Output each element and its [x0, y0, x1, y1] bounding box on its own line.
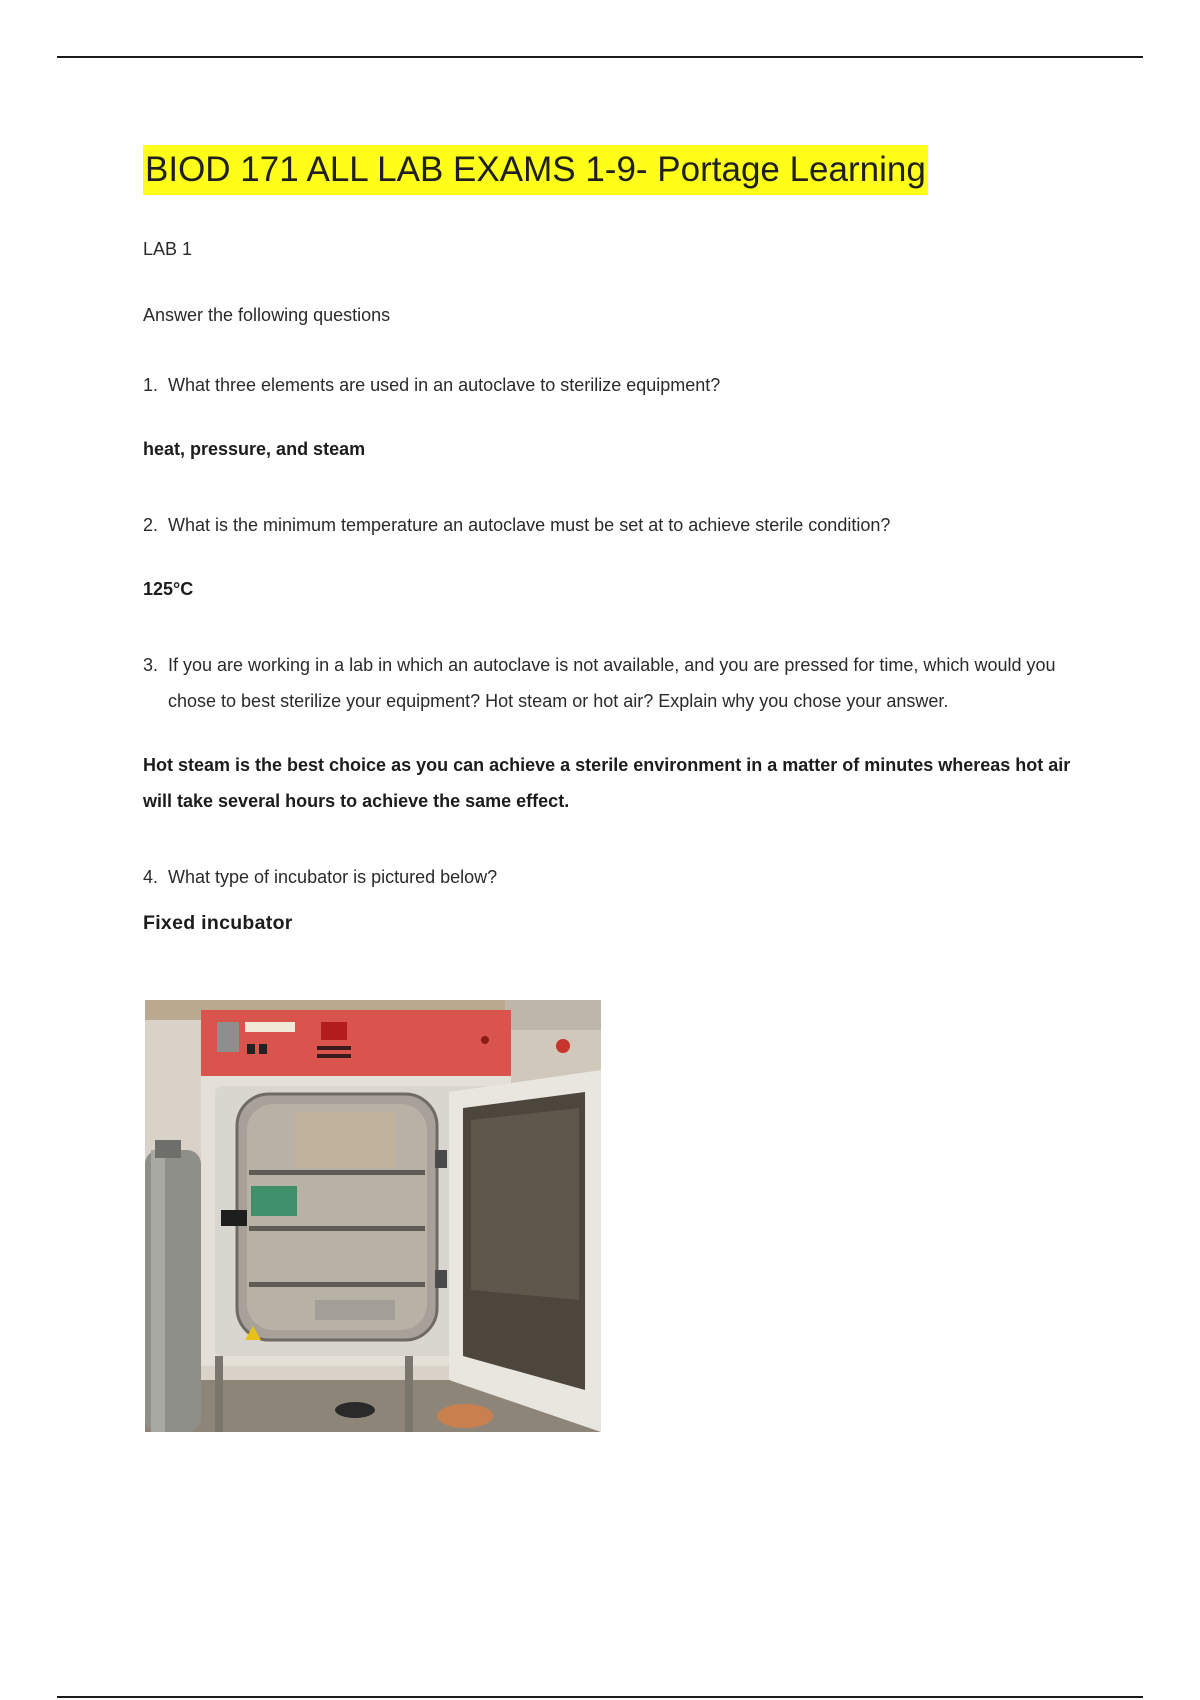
answer-1: heat, pressure, and steam: [143, 439, 366, 459]
question-text: If you are working in a lab in which an autoclave is not available, and you are pressed for time, which would you chose to best sterilize your equipment? Hot steam or hot air? Explain why you chose your answer.: [168, 655, 1056, 711]
instructions-text: Answer the following questions: [143, 305, 391, 325]
question-text: What three elements are used in an autoclave to sterilize equipment?: [168, 375, 721, 395]
question-number: 2.: [143, 515, 159, 535]
incubator-photo: [145, 1000, 601, 1432]
question-3: [143, 647, 1083, 719]
document-body: [143, 145, 1083, 941]
question-number: 1.: [143, 375, 159, 395]
answer-2: 125°C: [143, 579, 194, 599]
question-number: 4.: [143, 867, 159, 887]
question-text: What type of incubator is pictured below?: [168, 867, 498, 887]
question-4: [143, 859, 1083, 895]
question-text: What is the minimum temperature an autoclave must be set at to achieve sterile condition?: [168, 515, 891, 535]
answer-4: Fixed incubator: [143, 912, 293, 934]
header-rule: [57, 56, 1143, 58]
footer-rule: [57, 1696, 1143, 1698]
document-title: BIOD 171 ALL LAB EXAMS 1-9- Portage Learning: [143, 145, 928, 195]
answer-3: Hot steam is the best choice as you can achieve a sterile environment in a matter of minutes whereas hot air will take several hours to achieve the same effect.: [143, 755, 1071, 811]
question-2: [143, 507, 1083, 543]
question-1: [143, 367, 1083, 403]
question-number: 3.: [143, 655, 159, 675]
lab-heading: LAB 1: [143, 239, 193, 259]
